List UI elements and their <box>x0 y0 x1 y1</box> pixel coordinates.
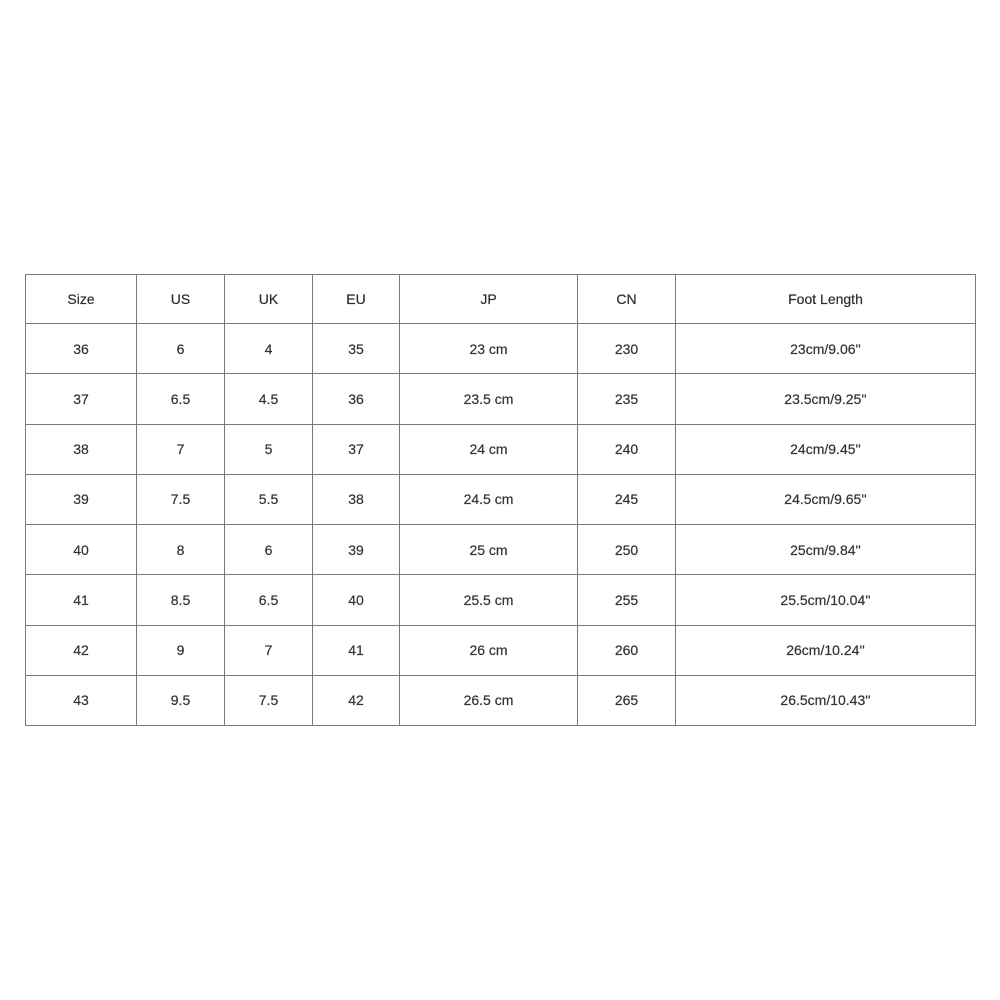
cell-size: 41 <box>26 575 137 625</box>
table-row <box>26 525 976 575</box>
cell-us: 8 <box>137 525 225 575</box>
cell-cn: 255 <box>578 575 676 625</box>
cell-jp: 24.5 cm <box>400 474 578 524</box>
cell-uk: 6 <box>225 525 313 575</box>
cell-cn: 245 <box>578 474 676 524</box>
cell-size: 36 <box>26 324 137 374</box>
cell-eu: 40 <box>313 575 400 625</box>
cell-size: 42 <box>26 625 137 675</box>
cell-jp: 26.5 cm <box>400 675 578 725</box>
cell-foot-length: 25cm/9.84'' <box>676 525 976 575</box>
header-foot-length: Foot Length <box>676 275 976 324</box>
cell-eu: 36 <box>313 374 400 424</box>
cell-jp: 26 cm <box>400 625 578 675</box>
cell-uk: 5.5 <box>225 474 313 524</box>
cell-cn: 265 <box>578 675 676 725</box>
cell-eu: 35 <box>313 324 400 374</box>
size-chart-table <box>25 274 976 726</box>
cell-uk: 7.5 <box>225 675 313 725</box>
cell-cn: 240 <box>578 424 676 474</box>
header-us: US <box>137 275 225 324</box>
cell-uk: 5 <box>225 424 313 474</box>
cell-eu: 42 <box>313 675 400 725</box>
cell-us: 8.5 <box>137 575 225 625</box>
header-uk: UK <box>225 275 313 324</box>
cell-us: 9 <box>137 625 225 675</box>
cell-eu: 39 <box>313 525 400 575</box>
cell-cn: 250 <box>578 525 676 575</box>
cell-uk: 4 <box>225 324 313 374</box>
cell-cn: 235 <box>578 374 676 424</box>
cell-uk: 7 <box>225 625 313 675</box>
cell-eu: 38 <box>313 474 400 524</box>
cell-cn: 230 <box>578 324 676 374</box>
cell-uk: 4.5 <box>225 374 313 424</box>
table-body <box>26 324 976 726</box>
cell-jp: 25.5 cm <box>400 575 578 625</box>
cell-foot-length: 24cm/9.45'' <box>676 424 976 474</box>
cell-uk: 6.5 <box>225 575 313 625</box>
cell-size: 43 <box>26 675 137 725</box>
cell-us: 7.5 <box>137 474 225 524</box>
cell-foot-length: 23cm/9.06'' <box>676 324 976 374</box>
header-eu: EU <box>313 275 400 324</box>
table-row <box>26 575 976 625</box>
table-row <box>26 625 976 675</box>
table-row <box>26 675 976 725</box>
cell-us: 7 <box>137 424 225 474</box>
cell-foot-length: 24.5cm/9.65'' <box>676 474 976 524</box>
cell-foot-length: 26cm/10.24'' <box>676 625 976 675</box>
cell-jp: 23.5 cm <box>400 374 578 424</box>
cell-foot-length: 26.5cm/10.43'' <box>676 675 976 725</box>
table-row <box>26 474 976 524</box>
header-row <box>26 275 976 324</box>
header-cn: CN <box>578 275 676 324</box>
cell-size: 37 <box>26 374 137 424</box>
cell-foot-length: 25.5cm/10.04'' <box>676 575 976 625</box>
cell-us: 6 <box>137 324 225 374</box>
cell-us: 9.5 <box>137 675 225 725</box>
header-jp: JP <box>400 275 578 324</box>
cell-eu: 37 <box>313 424 400 474</box>
cell-size: 40 <box>26 525 137 575</box>
table-row <box>26 324 976 374</box>
table-header <box>26 275 976 324</box>
header-size: Size <box>26 275 137 324</box>
cell-cn: 260 <box>578 625 676 675</box>
cell-jp: 23 cm <box>400 324 578 374</box>
cell-eu: 41 <box>313 625 400 675</box>
cell-jp: 25 cm <box>400 525 578 575</box>
cell-size: 38 <box>26 424 137 474</box>
table-row <box>26 374 976 424</box>
cell-us: 6.5 <box>137 374 225 424</box>
cell-size: 39 <box>26 474 137 524</box>
table-row <box>26 424 976 474</box>
cell-foot-length: 23.5cm/9.25'' <box>676 374 976 424</box>
cell-jp: 24 cm <box>400 424 578 474</box>
